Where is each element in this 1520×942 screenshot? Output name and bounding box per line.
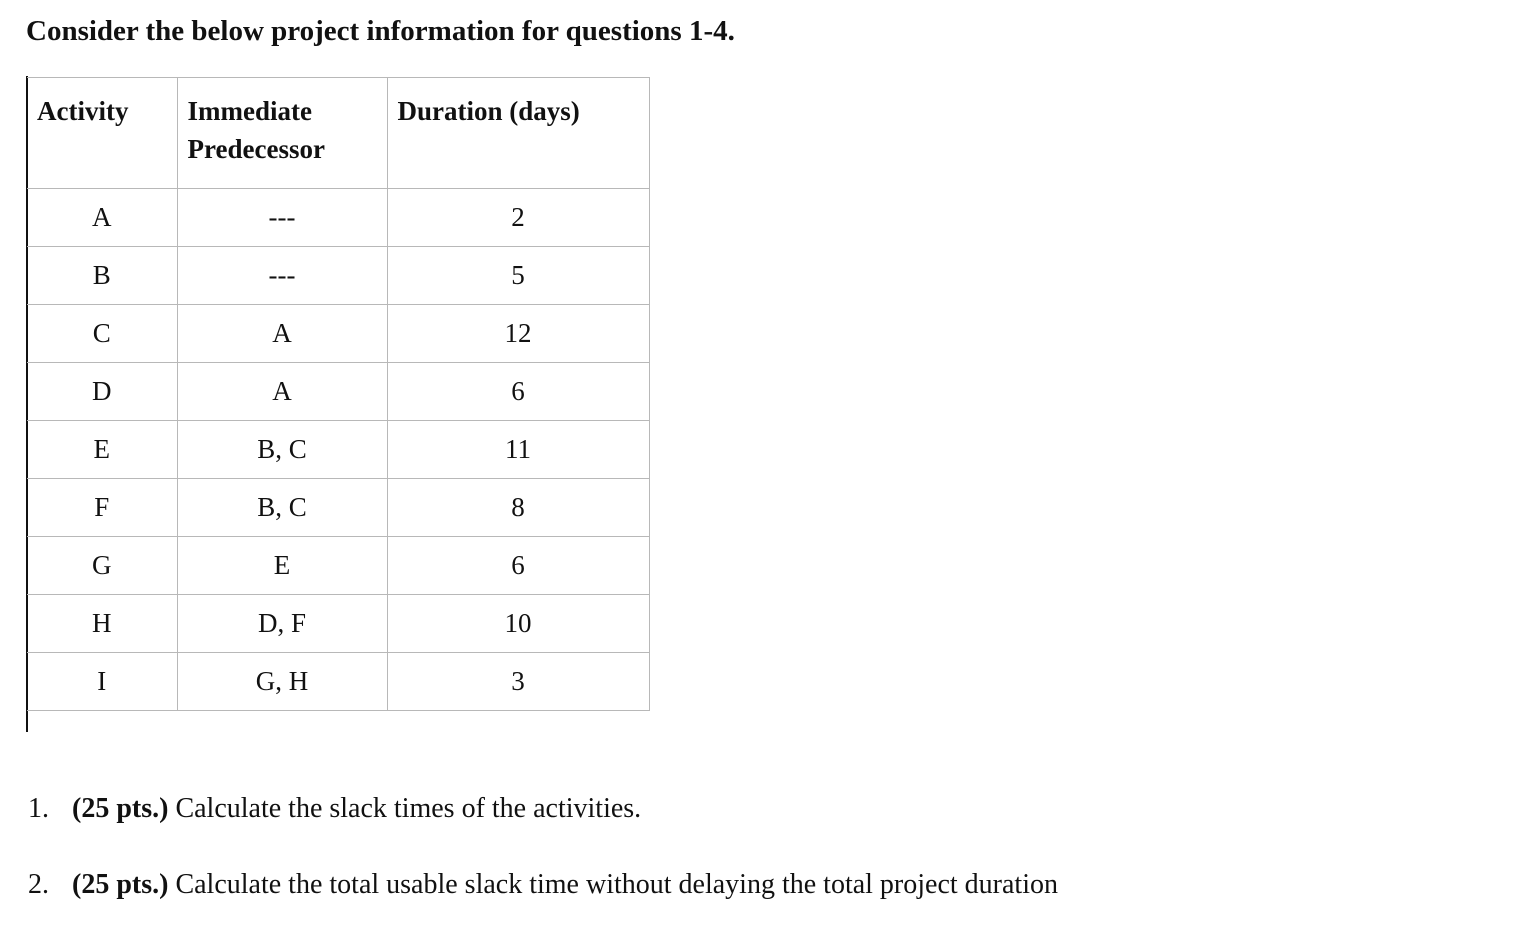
cell-predecessor: G, H [177,653,387,711]
question-number: 1. [28,793,49,824]
cell-predecessor: E [177,537,387,595]
cell-predecessor: B, C [177,479,387,537]
question-1 [28,793,641,825]
cell-duration: 6 [387,363,649,421]
cell-predecessor: B, C [177,421,387,479]
table-row [27,537,649,595]
cell-activity: C [27,305,177,363]
cell-duration: 5 [387,247,649,305]
table-row [27,189,649,247]
header-activity [27,78,177,189]
header-duration-label: Duration (days) [397,96,580,126]
table-row [27,305,649,363]
header-predecessor-line2: Predecessor [187,134,325,164]
cell-activity: H [27,595,177,653]
header-activity-label: Activity [37,96,129,126]
question-text: Calculate the total usable slack time without delaying the total project duration [168,869,1058,900]
table-row [27,595,649,653]
cell-duration: 10 [387,595,649,653]
header-duration [387,78,649,189]
table-row [27,653,649,711]
cell-duration: 11 [387,421,649,479]
question-text: Calculate the slack times of the activities. [168,793,642,824]
cell-activity: F [27,479,177,537]
cell-duration: 12 [387,305,649,363]
cell-predecessor: A [177,363,387,421]
table-header-row [27,78,649,189]
cell-predecessor: --- [177,247,387,305]
table-row [27,421,649,479]
cell-activity: B [27,247,177,305]
cell-predecessor: A [177,305,387,363]
cell-activity: A [27,189,177,247]
question-number: 2. [28,869,49,900]
cell-duration: 8 [387,479,649,537]
cell-predecessor: D, F [177,595,387,653]
cell-duration: 3 [387,653,649,711]
question-points: (25 pts.) [72,793,169,824]
question-points: (25 pts.) [72,869,169,900]
cell-activity: E [27,421,177,479]
header-predecessor [177,78,387,189]
cell-duration: 6 [387,537,649,595]
question-2 [28,869,1058,901]
header-predecessor-line1: Immediate [187,96,312,126]
cell-duration: 2 [387,189,649,247]
cell-activity: G [27,537,177,595]
table-row [27,247,649,305]
table-row [27,479,649,537]
table-row [27,363,649,421]
cell-activity: I [27,653,177,711]
activity-table [27,77,650,711]
page-heading: Consider the below project information for questions 1-4. [26,15,735,47]
cell-predecessor: --- [177,189,387,247]
cell-activity: D [27,363,177,421]
